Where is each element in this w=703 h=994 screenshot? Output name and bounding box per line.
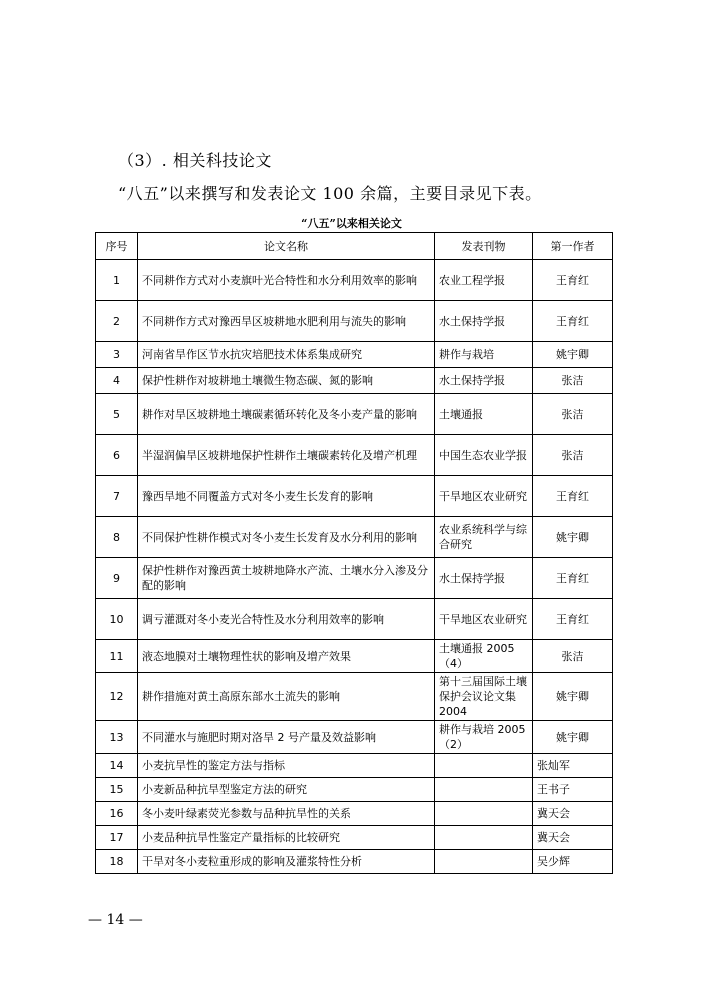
paper-title: 耕作对旱区坡耕地土壤碳素循环转化及冬小麦产量的影响: [138, 394, 435, 435]
row-number: 3: [96, 342, 138, 368]
paper-title: 耕作措施对黄土高原东部水土流失的影响: [138, 673, 435, 721]
paper-title: 不同耕作方式对豫西旱区坡耕地水肥利用与流失的影响: [138, 301, 435, 342]
journal-name: 土壤通报 2005（4）: [435, 640, 533, 673]
row-number: 10: [96, 599, 138, 640]
section-heading: （3）. 相关科技论文: [118, 151, 272, 170]
row-number: 6: [96, 435, 138, 476]
table-row: [96, 342, 613, 368]
journal-name: 干旱地区农业研究: [435, 476, 533, 517]
row-number: 14: [96, 754, 138, 778]
table-row: [96, 517, 613, 558]
first-author: 王育红: [533, 260, 613, 301]
paper-title: 小麦新品种抗旱型鉴定方法的研究: [138, 778, 435, 802]
first-author: 冀天会: [533, 826, 613, 850]
paper-title: 液态地膜对土壤物理性状的影响及增产效果: [138, 640, 435, 673]
journal-name: 农业工程学报: [435, 260, 533, 301]
paper-title: 保护性耕作对豫西黄土坡耕地降水产流、土壤水分入渗及分配的影响: [138, 558, 435, 599]
table-row: [96, 368, 613, 394]
table-row: [96, 826, 613, 850]
journal-name: 第十三届国际土壤保护会议论文集 2004: [435, 673, 533, 721]
intro-paragraph: “八五”以来撰写和发表论文 100 余篇，主要目录见下表。: [118, 184, 542, 203]
first-author: 张灿军: [533, 754, 613, 778]
table-header-row: [96, 233, 613, 260]
table-row: [96, 673, 613, 721]
paper-title: 豫西旱地不同覆盖方式对冬小麦生长发育的影响: [138, 476, 435, 517]
row-number: 7: [96, 476, 138, 517]
row-number: 16: [96, 802, 138, 826]
first-author: 张洁: [533, 640, 613, 673]
first-author: 姚宇卿: [533, 721, 613, 754]
journal-name: 土壤通报: [435, 394, 533, 435]
journal-name: 水土保持学报: [435, 368, 533, 394]
row-number: 17: [96, 826, 138, 850]
row-number: 1: [96, 260, 138, 301]
row-number: 8: [96, 517, 138, 558]
paper-title: 干旱对冬小麦粒重形成的影响及灌浆特性分析: [138, 850, 435, 874]
row-number: 13: [96, 721, 138, 754]
journal-name: 干旱地区农业研究: [435, 599, 533, 640]
table-row: [96, 778, 613, 802]
journal-name: 耕作与栽培 2005（2）: [435, 721, 533, 754]
first-author: 王育红: [533, 301, 613, 342]
first-author: 吴少辉: [533, 850, 613, 874]
paper-title: 冬小麦叶绿素荧光参数与品种抗旱性的关系: [138, 802, 435, 826]
row-number: 2: [96, 301, 138, 342]
first-author: 王育红: [533, 599, 613, 640]
paper-title: 调亏灌溉对冬小麦光合特性及水分利用效率的影响: [138, 599, 435, 640]
row-number: 9: [96, 558, 138, 599]
table-title: “八五”以来相关论文: [301, 217, 402, 230]
table-row: [96, 802, 613, 826]
first-author: 姚宇卿: [533, 342, 613, 368]
first-author: 张洁: [533, 394, 613, 435]
journal-name: [435, 802, 533, 826]
first-author: 姚宇卿: [533, 517, 613, 558]
table-row: [96, 260, 613, 301]
journal-name: 中国生态农业学报: [435, 435, 533, 476]
table-row: [96, 754, 613, 778]
journal-name: [435, 826, 533, 850]
journal-name: 水土保持学报: [435, 558, 533, 599]
papers-table: [95, 232, 613, 874]
table-row: [96, 850, 613, 874]
row-number: 11: [96, 640, 138, 673]
first-author: 张洁: [533, 368, 613, 394]
header-author: 第一作者: [533, 233, 613, 260]
table-row: [96, 558, 613, 599]
row-number: 15: [96, 778, 138, 802]
table-row: [96, 301, 613, 342]
first-author: 王书子: [533, 778, 613, 802]
table-row: [96, 640, 613, 673]
first-author: 王育红: [533, 476, 613, 517]
header-title: 论文名称: [138, 233, 435, 260]
first-author: 张洁: [533, 435, 613, 476]
table-row: [96, 721, 613, 754]
header-num: 序号: [96, 233, 138, 260]
paper-title: 不同保护性耕作模式对冬小麦生长发育及水分利用的影响: [138, 517, 435, 558]
paper-title: 小麦抗旱性的鉴定方法与指标: [138, 754, 435, 778]
journal-name: [435, 754, 533, 778]
table-body: [96, 260, 613, 874]
journal-name: 耕作与栽培: [435, 342, 533, 368]
first-author: 姚宇卿: [533, 673, 613, 721]
table-row: [96, 476, 613, 517]
journal-name: 水土保持学报: [435, 301, 533, 342]
journal-name: [435, 850, 533, 874]
table-row: [96, 435, 613, 476]
table-row: [96, 599, 613, 640]
page-number: — 14 —: [88, 912, 143, 928]
journal-name: [435, 778, 533, 802]
paper-title: 河南省旱作区节水抗灾培肥技术体系集成研究: [138, 342, 435, 368]
header-journal: 发表刊物: [435, 233, 533, 260]
row-number: 5: [96, 394, 138, 435]
paper-title: 保护性耕作对坡耕地土壤微生物态碳、氮的影响: [138, 368, 435, 394]
first-author: 冀天会: [533, 802, 613, 826]
paper-title: 不同耕作方式对小麦旗叶光合特性和水分利用效率的影响: [138, 260, 435, 301]
row-number: 18: [96, 850, 138, 874]
journal-name: 农业系统科学与综合研究: [435, 517, 533, 558]
table-row: [96, 394, 613, 435]
paper-title: 半湿润偏旱区坡耕地保护性耕作土壤碳素转化及增产机理: [138, 435, 435, 476]
paper-title: 小麦品种抗旱性鉴定产量指标的比较研究: [138, 826, 435, 850]
paper-title: 不同灌水与施肥时期对洛旱 2 号产量及效益影响: [138, 721, 435, 754]
row-number: 4: [96, 368, 138, 394]
first-author: 王育红: [533, 558, 613, 599]
row-number: 12: [96, 673, 138, 721]
